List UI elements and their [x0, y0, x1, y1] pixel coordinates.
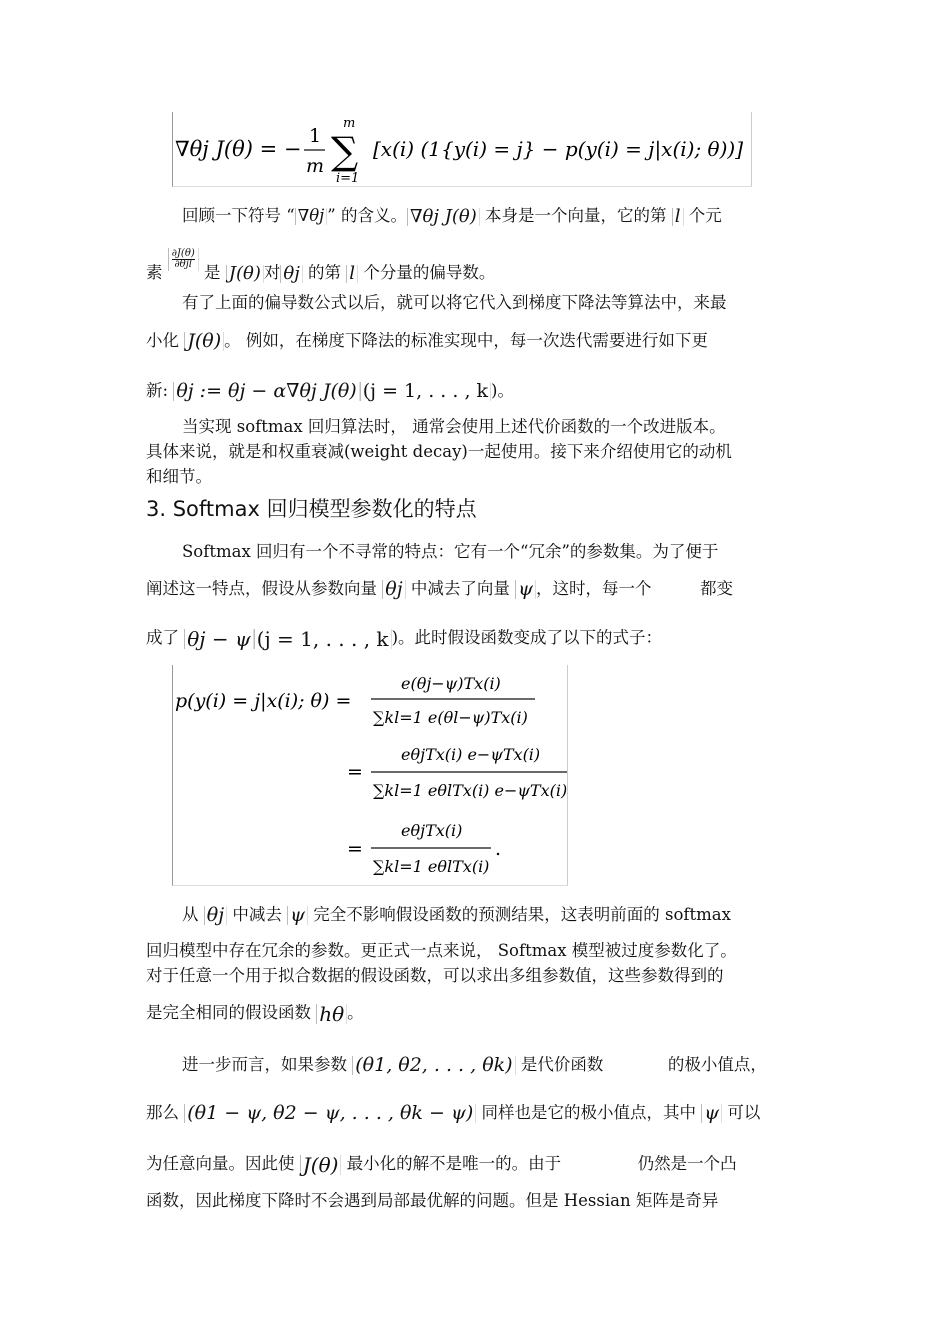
- theta-j-symbol: θj: [382, 580, 405, 599]
- para4-line3: [146, 627, 810, 649]
- J-theta-symbol: J(θ): [300, 1155, 342, 1175]
- text: 那么: [146, 1103, 179, 1122]
- shifted-tuple-formula: (θ1 − ψ, θ2 − ψ, . . . , θk − ψ): [184, 1104, 476, 1123]
- text: 完全不影响假设函数的预测结果，这表明前面的 softmax: [313, 905, 731, 924]
- formula1-body: [x(i) (1{y(i) = j} − p(y(i) = j|x(i); θ))]: [373, 137, 744, 161]
- text: 最小化的解不是唯一的。由于: [346, 1154, 562, 1173]
- text: 。: [347, 1003, 364, 1022]
- text: 个分量的偏导数。: [363, 263, 496, 282]
- text: 的第: [308, 263, 342, 282]
- text: 都变: [700, 579, 733, 598]
- text: 个元: [688, 206, 722, 225]
- text: 的极小值点，: [667, 1055, 767, 1074]
- para6-line2: [146, 1102, 810, 1124]
- text: ” 的含义。: [327, 206, 407, 225]
- text: 成了: [146, 628, 179, 647]
- formula1-sum-sign: ∑: [331, 129, 359, 173]
- para5-line4: [146, 1002, 810, 1024]
- formula1-frac-den: m: [306, 155, 325, 177]
- frac-num: ∂J(θ): [171, 248, 195, 259]
- section-heading: 3. Softmax 回归模型参数化的特点: [146, 497, 477, 521]
- para2-line3: [146, 380, 810, 402]
- partial-derivative-symbol: [168, 248, 199, 271]
- para6-line1: [146, 1054, 846, 1076]
- text: 中减去了向量: [410, 579, 510, 598]
- J-theta-symbol: J(θ): [184, 332, 224, 351]
- theta-j-symbol: θj: [280, 265, 302, 283]
- J-theta-symbol: J(θ): [226, 265, 264, 283]
- text: )。此时假设函数变成了以下的式子：: [391, 628, 662, 647]
- para4-line1: Softmax 回归有一个不寻常的特点：它有一个“冗余”的参数集。为了便于: [182, 542, 719, 561]
- update-rule-formula: θj := θj − α∇θj J(θ): [173, 382, 359, 401]
- para3-line3: 和细节。: [146, 467, 212, 486]
- gradient-formula-svg: [173, 112, 751, 186]
- j-range-formula: (j = 1, . . . , k: [254, 629, 392, 649]
- nabla-theta-symbol: ∇θj: [295, 208, 328, 225]
- para1-line2: [146, 248, 810, 288]
- formula2-den3: ∑kl=1 eθlTx(i): [373, 857, 490, 876]
- text: 是: [204, 263, 221, 282]
- formula2-eq3: =: [347, 838, 363, 860]
- formula2-num2: eθjTx(i) e−ψTx(i): [401, 745, 541, 764]
- hypothesis-formula: [172, 665, 568, 886]
- text: 素: [146, 263, 163, 282]
- h-theta-symbol: hθ: [316, 1004, 347, 1024]
- psi-symbol: ψ: [515, 580, 536, 599]
- text: 是完全相同的假设函数: [146, 1003, 311, 1022]
- text: 是代价函数: [520, 1055, 604, 1074]
- text: ，这时，每一个: [536, 579, 652, 598]
- formula1-frac-num: 1: [309, 125, 322, 147]
- theta-minus-psi-formula: θj − ψ: [184, 629, 253, 649]
- text: 从: [182, 905, 199, 924]
- para2-line2: [146, 330, 810, 352]
- formula2-den1: ∑kl=1 e(θl−ψ)Tx(i): [373, 708, 528, 727]
- formula2-den2: ∑kl=1 eθlTx(i) e−ψTx(i): [373, 781, 567, 800]
- text: 可以: [727, 1103, 761, 1122]
- text: 小化: [146, 331, 179, 350]
- formula1-lhs: ∇θj J(θ) = −: [175, 137, 302, 161]
- text: 新:: [146, 381, 169, 400]
- psi-symbol: ψ: [701, 1104, 722, 1123]
- formula2-num1: e(θj−ψ)Tx(i): [401, 674, 501, 693]
- nabla-J-symbol: ∇θj J(θ): [407, 208, 480, 226]
- j-range-formula: (j = 1, . . . , k: [360, 382, 491, 401]
- theta-j-symbol: θj: [204, 906, 227, 925]
- para5-line3: 对于任意一个用于拟合数据的假设函数，可以求出多组参数值，这些参数得到的: [146, 966, 724, 985]
- para6-line4: 函数，因此梯度下降时不会遇到局部最优解的问题。但是 Hessian 矩阵是奇异: [146, 1191, 719, 1210]
- hypothesis-formula-svg: [173, 665, 567, 885]
- l-symbol: l: [346, 265, 358, 283]
- theta-tuple-formula: (θ1, θ2, . . . , θk): [352, 1056, 515, 1075]
- text: 。 例如，在梯度下降法的标准实现中，每一次迭代需要进行如下更: [224, 331, 708, 350]
- para5-line2: 回归模型中存在冗余的参数。更正式一点来说， Softmax 模型被过度参数化了。: [146, 941, 737, 960]
- para3-line1: 当实现 softmax 回归算法时， 通常会使用上述代价函数的一个改进版本。: [182, 417, 726, 436]
- text: 回顾一下符号 “: [182, 206, 295, 225]
- para5-line1: [146, 904, 846, 926]
- formula2-period: .: [495, 838, 502, 860]
- text: 中减去: [232, 905, 282, 924]
- text: 对: [263, 263, 281, 282]
- para2-line1: 有了上面的偏导数公式以后，就可以将它代入到梯度下降法等算法中，来最: [182, 293, 727, 312]
- para1-line1: [146, 205, 846, 227]
- para3-line2: 具体来说，就是和权重衰减(weight decay)一起使用。接下来介绍使用它的动机: [146, 442, 732, 461]
- text: )。: [491, 381, 514, 400]
- text: 仍然是一个凸: [637, 1154, 737, 1173]
- psi-symbol: ψ: [287, 906, 308, 925]
- formula2-lhs: p(y(i) = j|x(i); θ) =: [175, 690, 352, 712]
- formula1-sum-bottom: i=1: [336, 171, 360, 186]
- frac-den: ∂θjl: [174, 259, 192, 270]
- l-symbol: l: [672, 208, 684, 226]
- text: 进一步而言，如果参数: [182, 1055, 347, 1074]
- para4-line2: [146, 578, 810, 600]
- text: 为任意向量。因此使: [146, 1154, 295, 1173]
- text: 本身是一个向量，它的第: [485, 206, 667, 225]
- text: 同样也是它的极小值点，其中: [481, 1103, 697, 1122]
- formula2-num3: eθjTx(i): [401, 821, 463, 840]
- formula2-eq2: =: [347, 761, 363, 783]
- text: 阐述这一特点，假设从参数向量: [146, 579, 377, 598]
- para6-line3: [146, 1153, 810, 1175]
- formula1-sum-top: m: [343, 116, 356, 131]
- gradient-formula: [172, 112, 752, 187]
